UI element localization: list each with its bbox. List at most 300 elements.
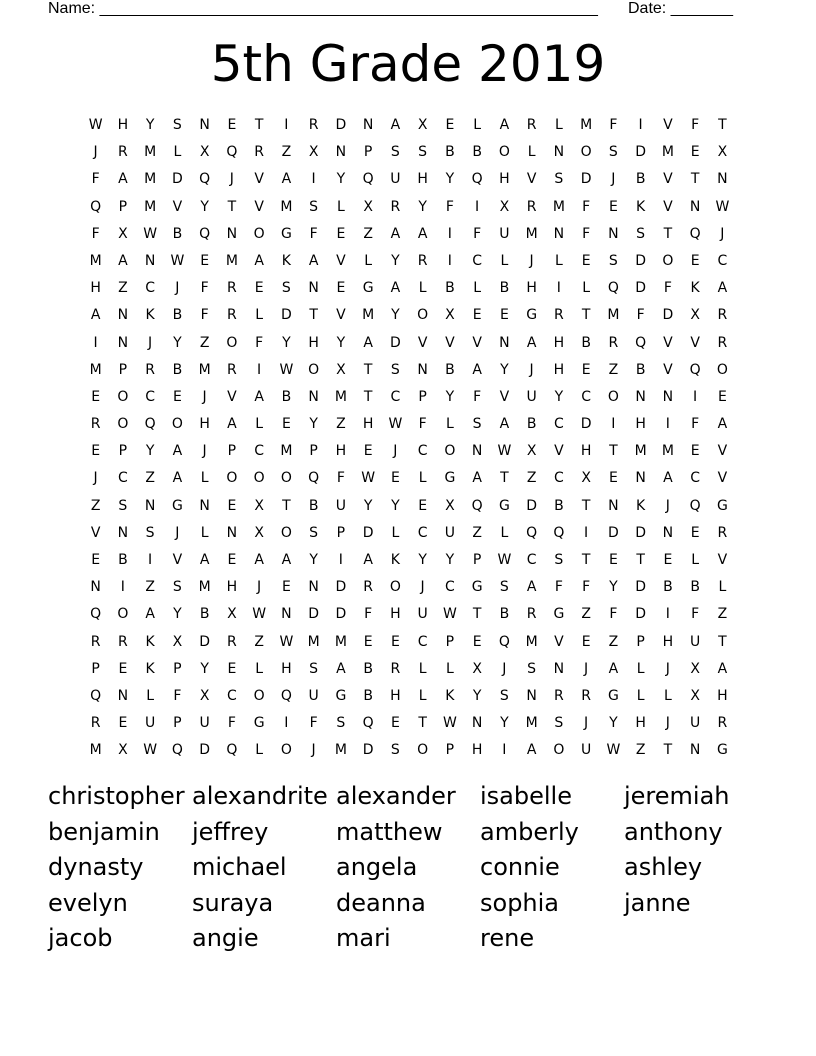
grid-letter: T (282, 497, 291, 514)
grid-letter: X (690, 660, 700, 677)
grid-letter: M (198, 579, 211, 596)
grid-letter: T (663, 225, 673, 242)
grid-letter: G (171, 497, 183, 514)
grid-letter: H (499, 171, 510, 188)
grid-letter: L (255, 660, 264, 677)
grid-letter: E (418, 497, 428, 514)
grid-letter: O (444, 443, 456, 460)
grid-letter: E (581, 361, 591, 378)
word-list-item: jeremiah (624, 782, 730, 810)
grid-letter: F (227, 715, 236, 732)
grid-letter: J (202, 443, 207, 460)
grid-letter: R (390, 660, 401, 677)
grid-letter: A (336, 660, 346, 677)
grid-letter: J (529, 252, 534, 269)
grid-letter: X (445, 497, 455, 514)
grid-letter: Z (118, 280, 128, 297)
grid-letter: I (638, 117, 643, 133)
grid-letter: V (336, 307, 346, 324)
grid-letter: X (254, 497, 264, 514)
grid-letter: L (391, 524, 400, 541)
grid-letter: X (199, 687, 210, 704)
grid-letter: P (636, 633, 645, 650)
grid-letter: Y (418, 552, 427, 568)
grid-letter: T (500, 470, 509, 487)
grid-letter: S (472, 416, 482, 433)
grid-letter: V (663, 198, 673, 215)
grid-letter: O (280, 524, 292, 541)
grid-letter: E (690, 144, 700, 161)
word-list-item: dynasty (48, 853, 144, 881)
grid-letter: Y (445, 388, 455, 405)
grid-letter: L (364, 252, 373, 269)
grid-letter: O (117, 416, 129, 433)
grid-letter: V (554, 443, 564, 460)
word-list-item: alexander (336, 782, 456, 810)
grid-letter: D (199, 633, 211, 650)
grid-letter: Q (471, 171, 483, 188)
grid-letter: R (145, 361, 155, 378)
grid-letter: I (148, 552, 153, 568)
grid-letter: P (173, 715, 182, 732)
grid-letter: O (226, 334, 238, 351)
grid-letter: U (499, 225, 510, 242)
grid-letter: E (363, 443, 373, 460)
grid-letter: I (475, 198, 480, 215)
grid-letter: B (472, 144, 482, 161)
grid-letter: D (580, 416, 592, 433)
grid-letter: Y (500, 715, 509, 732)
grid-letter: F (336, 470, 345, 487)
grid-letter: J (584, 715, 589, 732)
grid-letter: L (255, 742, 264, 759)
grid-letter: T (418, 715, 427, 732)
grid-letter: Q (471, 497, 483, 514)
grid-letter: M (661, 443, 674, 460)
grid-letter: Y (445, 552, 455, 568)
grid-letter: A (390, 225, 401, 242)
grid-letter: V (690, 334, 700, 351)
grid-letter: F (582, 225, 591, 242)
grid-letter: A (281, 552, 292, 568)
grid-letter: R (554, 307, 564, 324)
grid-letter: Z (90, 497, 101, 514)
grid-letter: A (308, 252, 319, 269)
grid-letter: B (445, 144, 455, 161)
grid-letter: B (499, 280, 510, 297)
grid-letter: Z (199, 334, 210, 351)
word-list-item: connie (480, 853, 560, 881)
grid-letter: G (444, 470, 456, 487)
grid-letter: K (690, 280, 700, 297)
grid-letter: J (584, 660, 589, 677)
grid-letter: R (90, 633, 101, 650)
grid-letter: A (717, 280, 728, 297)
grid-letter: K (445, 687, 455, 704)
grid-letter: L (718, 579, 727, 596)
grid-letter: G (607, 687, 619, 704)
grid-letter: L (473, 117, 482, 133)
grid-letter: E (390, 470, 400, 487)
grid-letter: J (175, 524, 180, 541)
grid-letter: H (526, 280, 537, 297)
grid-letter: E (581, 252, 591, 269)
grid-letter: W (143, 225, 158, 242)
grid-letter: V (445, 334, 455, 351)
grid-letter: Z (363, 225, 373, 242)
grid-letter: C (581, 388, 592, 405)
grid-letter: R (717, 524, 728, 541)
grid-letter: N (308, 579, 319, 596)
grid-letter: E (690, 252, 700, 269)
grid-letter: B (663, 579, 673, 596)
grid-letter: D (335, 117, 347, 133)
grid-letter: M (89, 742, 102, 759)
grid-letter: A (227, 416, 237, 433)
grid-letter: F (255, 334, 264, 351)
grid-letter: P (363, 144, 373, 161)
grid-letter: A (254, 388, 264, 405)
grid-letter: D (580, 171, 592, 188)
grid-letter: S (309, 198, 319, 215)
grid-letter: K (636, 497, 646, 514)
grid-letter: L (554, 252, 563, 269)
grid-letter: J (665, 497, 670, 514)
grid-letter: W (279, 361, 294, 378)
grid-letter: R (417, 252, 428, 269)
grid-letter: W (606, 742, 621, 759)
grid-letter: W (143, 742, 158, 759)
grid-letter: L (445, 660, 454, 677)
grid-letter: N (281, 606, 292, 623)
grid-letter: V (717, 552, 728, 568)
grid-letter: A (417, 225, 428, 242)
grid-letter: R (526, 117, 537, 133)
grid-letter: Q (689, 497, 701, 514)
grid-letter: Y (391, 307, 400, 324)
grid-letter: X (717, 144, 728, 161)
grid-letter: M (144, 171, 157, 188)
grid-letter: E (200, 252, 210, 269)
grid-letter: S (281, 280, 291, 297)
grid-letter: T (363, 361, 373, 378)
grid-letter: B (581, 334, 591, 351)
grid-letter: L (255, 416, 264, 433)
grid-letter: Q (280, 687, 292, 704)
grid-letter: I (556, 280, 561, 297)
grid-letter: N (689, 742, 701, 759)
grid-letter: J (202, 388, 207, 405)
grid-letter: A (254, 252, 264, 269)
grid-letter: H (635, 715, 646, 732)
grid-letter: E (118, 715, 128, 732)
grid-letter: N (199, 497, 210, 514)
grid-letter: V (172, 552, 183, 568)
grid-letter: T (472, 606, 482, 623)
grid-letter: L (418, 687, 427, 704)
grid-letter: M (525, 633, 538, 650)
grid-letter: P (227, 443, 237, 460)
grid-letter: O (117, 606, 129, 623)
grid-letter: S (499, 687, 509, 704)
grid-letter: Y (609, 715, 618, 732)
grid-letter: F (200, 280, 209, 297)
grid-letter: M (634, 443, 647, 460)
grid-letter: J (93, 144, 98, 161)
grid-letter: P (336, 524, 346, 541)
grid-letter: A (526, 579, 537, 596)
grid-letter: E (608, 470, 618, 487)
grid-letter: D (635, 144, 647, 161)
grid-letter: T (663, 742, 673, 759)
grid-letter: Q (144, 416, 156, 433)
grid-letter: F (364, 606, 373, 623)
grid-letter: Q (362, 171, 374, 188)
grid-letter: H (226, 579, 238, 596)
grid-letter: N (689, 198, 701, 215)
grid-letter: R (90, 715, 101, 732)
grid-letter: I (693, 388, 698, 405)
grid-letter: Z (526, 470, 537, 487)
grid-letter: O (417, 307, 429, 324)
grid-letter: V (227, 388, 237, 405)
grid-letter: S (172, 579, 182, 596)
grid-letter: L (200, 470, 209, 487)
grid-letter: N (662, 388, 674, 405)
grid-letter: R (254, 144, 264, 161)
grid-letter: Q (90, 687, 102, 704)
grid-letter: B (172, 225, 183, 242)
grid-letter: I (93, 334, 98, 351)
grid-letter: B (635, 171, 646, 188)
grid-letter: Z (254, 633, 264, 650)
letter-grid (82, 112, 736, 765)
grid-letter: S (608, 144, 618, 161)
grid-letter: Q (199, 171, 211, 188)
grid-letter: B (199, 606, 210, 623)
grid-letter: Q (90, 606, 102, 623)
grid-letter: T (609, 443, 618, 460)
grid-letter: E (608, 552, 618, 568)
grid-letter: N (144, 497, 156, 514)
grid-letter: F (91, 225, 100, 242)
grid-letter: L (445, 416, 454, 433)
grid-letter: F (582, 198, 591, 215)
grid-letter: O (716, 361, 728, 378)
grid-letter: O (498, 144, 510, 161)
grid-letter: U (690, 715, 701, 732)
grid-letter: I (584, 524, 589, 541)
grid-letter: H (117, 117, 129, 133)
grid-letter: C (226, 687, 237, 704)
grid-letter: I (447, 252, 452, 269)
grid-letter: L (500, 524, 509, 541)
grid-letter: A (363, 334, 373, 351)
grid-letter: D (607, 524, 619, 541)
grid-letter: Y (309, 552, 318, 568)
grid-letter: H (662, 633, 674, 650)
grid-letter: P (118, 361, 128, 378)
grid-letter: Q (607, 280, 619, 297)
grid-letter: Q (199, 225, 211, 242)
grid-letter: V (417, 334, 428, 351)
grid-letter: X (690, 307, 700, 324)
grid-letter: R (308, 117, 319, 133)
grid-letter: D (199, 742, 211, 759)
word-list-item: rene (480, 924, 535, 952)
grid-letter: V (499, 388, 510, 405)
grid-letter: L (663, 687, 672, 704)
grid-letter: M (89, 252, 102, 269)
grid-letter: X (336, 361, 346, 378)
grid-letter: R (227, 307, 237, 324)
grid-letter: Y (336, 171, 346, 188)
grid-letter: C (553, 470, 564, 487)
grid-letter: G (471, 579, 483, 596)
grid-letter: Z (336, 416, 346, 433)
grid-letter: M (362, 307, 375, 324)
grid-letter: T (227, 198, 237, 215)
grid-letter: I (447, 225, 452, 242)
grid-letter: Q (526, 524, 538, 541)
word-list-item: mari (336, 924, 391, 952)
grid-letter: K (281, 252, 291, 269)
grid-letter: C (390, 388, 401, 405)
grid-letter: E (91, 552, 101, 568)
word-list-item: ashley (624, 853, 703, 881)
grid-letter: A (118, 252, 128, 269)
grid-letter: P (118, 443, 128, 460)
grid-letter: T (690, 171, 700, 188)
grid-letter: F (691, 606, 700, 623)
grid-letter: Y (609, 579, 618, 596)
grid-letter: H (553, 334, 565, 351)
grid-letter: A (172, 443, 183, 460)
grid-letter: J (502, 660, 507, 677)
grid-letter: G (362, 280, 374, 297)
grid-letter: L (636, 660, 645, 677)
grid-letter: N (608, 225, 619, 242)
grid-letter: S (499, 579, 509, 596)
grid-letter: D (662, 307, 674, 324)
grid-letter: M (334, 742, 347, 759)
grid-letter: Q (635, 334, 647, 351)
grid-letter: H (199, 416, 210, 433)
grid-letter: Y (418, 198, 427, 215)
grid-letter: R (227, 361, 237, 378)
grid-letter: K (145, 633, 155, 650)
grid-letter: E (336, 280, 346, 297)
grid-letter: G (716, 497, 728, 514)
grid-letter: C (417, 524, 428, 541)
grid-letter: T (309, 307, 318, 324)
grid-letter: M (89, 361, 102, 378)
grid-letter: Y (445, 171, 455, 188)
grid-letter: N (553, 144, 565, 161)
grid-letter: A (390, 117, 401, 133)
grid-letter: C (254, 443, 265, 460)
grid-letter: N (662, 524, 674, 541)
grid-letter: B (308, 497, 319, 514)
grid-letter: K (145, 307, 155, 324)
grid-letter: O (117, 388, 129, 405)
grid-letter: Z (635, 742, 646, 759)
grid-letter: Y (554, 388, 564, 405)
grid-letter: J (93, 470, 98, 487)
grid-letter: M (525, 225, 538, 242)
grid-letter: J (529, 361, 534, 378)
grid-letter: N (471, 715, 483, 732)
grid-letter: N (308, 280, 319, 297)
grid-letter: E (472, 633, 482, 650)
grid-letter: E (390, 633, 400, 650)
name-field-label: Name: ________________________________________________________ (48, 0, 598, 17)
grid-letter: A (118, 171, 128, 188)
grid-letter: E (499, 307, 509, 324)
grid-letter: N (608, 497, 619, 514)
grid-letter: W (388, 416, 403, 433)
grid-letter: W (279, 633, 294, 650)
grid-letter: N (499, 334, 510, 351)
grid-letter: L (582, 280, 591, 297)
grid-letter: J (420, 579, 425, 596)
grid-letter: O (389, 579, 401, 596)
grid-letter: F (418, 416, 427, 433)
grid-letter: H (390, 687, 401, 704)
grid-letter: E (336, 225, 346, 242)
word-list-item: deanna (336, 888, 426, 917)
grid-letter: F (91, 171, 100, 188)
word-list-item: matthew (336, 817, 443, 846)
grid-letter: X (445, 307, 455, 324)
grid-letter: B (363, 660, 373, 677)
grid-letter: Z (608, 361, 619, 378)
grid-letter: U (690, 633, 701, 650)
grid-letter: N (226, 225, 238, 242)
grid-letter: U (145, 715, 156, 732)
grid-letter: F (554, 579, 563, 596)
grid-letter: C (526, 552, 537, 568)
grid-letter: Z (581, 606, 591, 623)
grid-letter: V (472, 334, 482, 351)
grid-letter: P (309, 443, 318, 460)
grid-letter: I (338, 552, 343, 568)
grid-letter: H (553, 361, 565, 378)
grid-letter: R (90, 416, 101, 433)
grid-letter: H (635, 416, 646, 433)
grid-letter: M (552, 198, 565, 215)
grid-letter: R (363, 579, 373, 596)
grid-letter: Q (171, 742, 183, 759)
grid-letter: Y (173, 606, 182, 623)
word-list-item: amberly (480, 817, 579, 846)
grid-letter: U (417, 606, 428, 623)
grid-letter: O (417, 742, 429, 759)
grid-letter: F (309, 715, 318, 732)
word-list-item: evelyn (48, 888, 128, 917)
grid-letter: R (717, 715, 728, 732)
grid-letter: D (635, 524, 647, 541)
grid-letter: T (254, 117, 264, 133)
grid-letter: Q (226, 742, 238, 759)
grid-letter: M (661, 144, 674, 161)
grid-letter: N (199, 117, 210, 133)
grid-letter: A (499, 117, 510, 133)
grid-letter: E (608, 198, 618, 215)
grid-letter: M (280, 198, 293, 215)
grid-letter: V (254, 198, 264, 215)
word-list-item: benjamin (48, 817, 160, 846)
